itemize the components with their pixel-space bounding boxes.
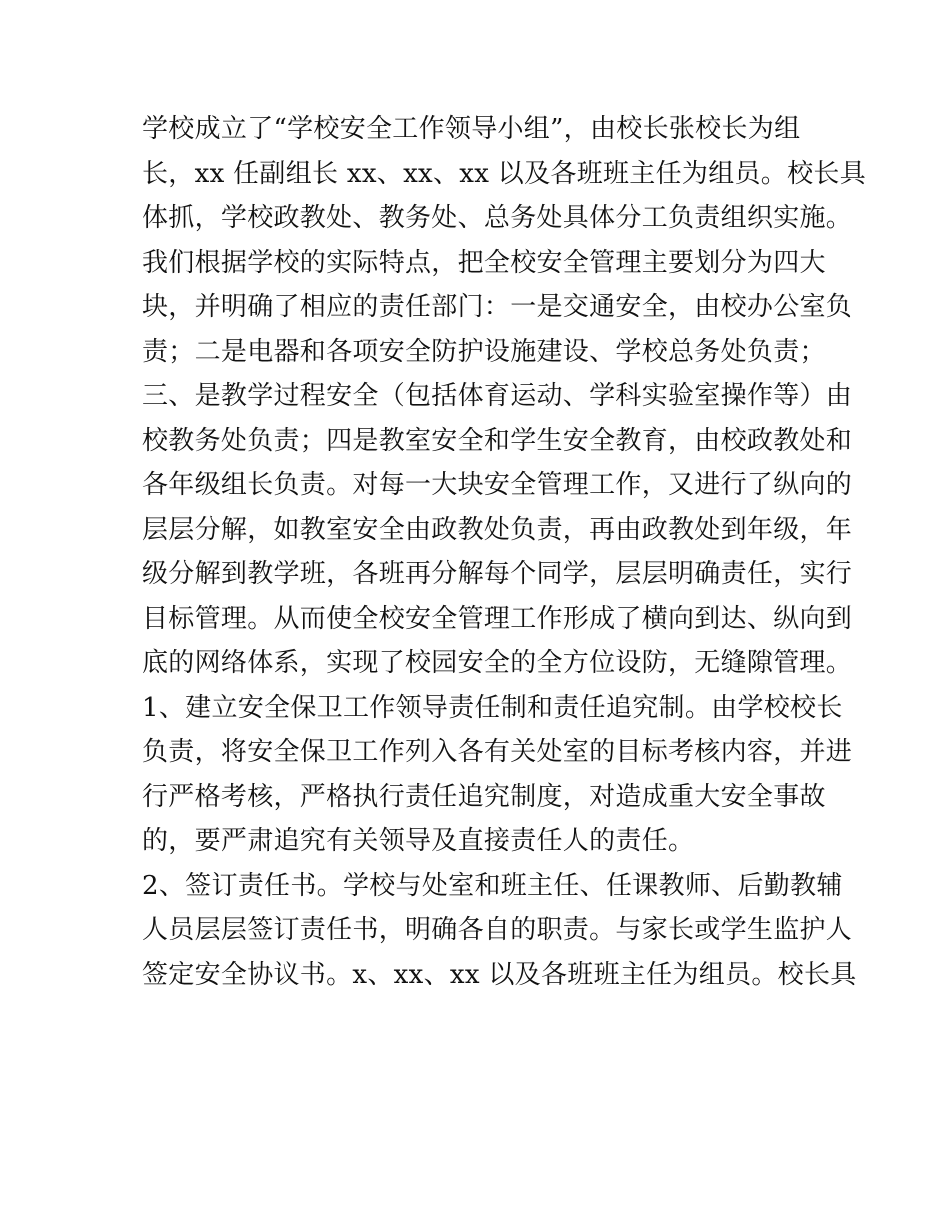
- text-line: 签定安全协议书。x、xx、xx 以及各班班主任为组员。校长具: [142, 959, 857, 990]
- document-body: [142, 107, 866, 997]
- text-line: 底的网络体系，实现了校园安全的全方位设防，无缝隙管理。: [142, 648, 853, 678]
- text-line: 行严格考核，严格执行责任追究制度，对造成重大安全事故: [142, 781, 826, 812]
- text-line: 长，xx 任副组长 xx、xx、xx 以及各班班主任为组员。校长具: [142, 158, 866, 189]
- text-line: 人员层层签订责任书，明确各自的职责。与家长或学生监护人: [142, 915, 853, 945]
- text-line: 体抓，学校政教处、教务处、总务处具体分工负责组织实施。: [142, 203, 853, 233]
- text-line: 各年级组长负责。对每一大块安全管理工作，又进行了纵向的: [142, 470, 853, 500]
- text-line: 学校成立了“学校安全工作领导小组”，由校长张校长为组: [142, 114, 801, 144]
- text-line: 三、是教学过程安全（包括体育运动、学科实验室操作等）由: [142, 381, 853, 411]
- text-line: 目标管理。从而使全校安全管理工作形成了横向到达、纵向到: [142, 603, 853, 634]
- text-line: 的，要严肃追究有关领导及直接责任人的责任。: [142, 826, 695, 856]
- text-line: 层层分解，如教室安全由政教处负责，再由政教处到年级，年: [142, 514, 853, 545]
- text-line: 2、签订责任书。学校与处室和班主任、任课教师、后勤教辅: [142, 870, 843, 901]
- text-line: 校教务处负责；四是教室安全和学生安全教育，由校政教处和: [142, 425, 853, 456]
- text-line: 块，并明确了相应的责任部门：一是交通安全，由校办公室负: [142, 292, 853, 322]
- text-line: 负责，将安全保卫工作列入各有关处室的目标考核内容，并进: [142, 737, 853, 767]
- text-line: 级分解到教学班，各班再分解每个同学，层层明确责任，实行: [142, 559, 853, 589]
- text-line: 1、建立安全保卫工作领导责任制和责任追究制。由学校校长: [142, 692, 843, 723]
- text-line: 责；二是电器和各项安全防护设施建设、学校总务处负责；: [142, 336, 826, 367]
- text-line: 我们根据学校的实际特点，把全校安全管理主要划分为四大: [142, 247, 826, 278]
